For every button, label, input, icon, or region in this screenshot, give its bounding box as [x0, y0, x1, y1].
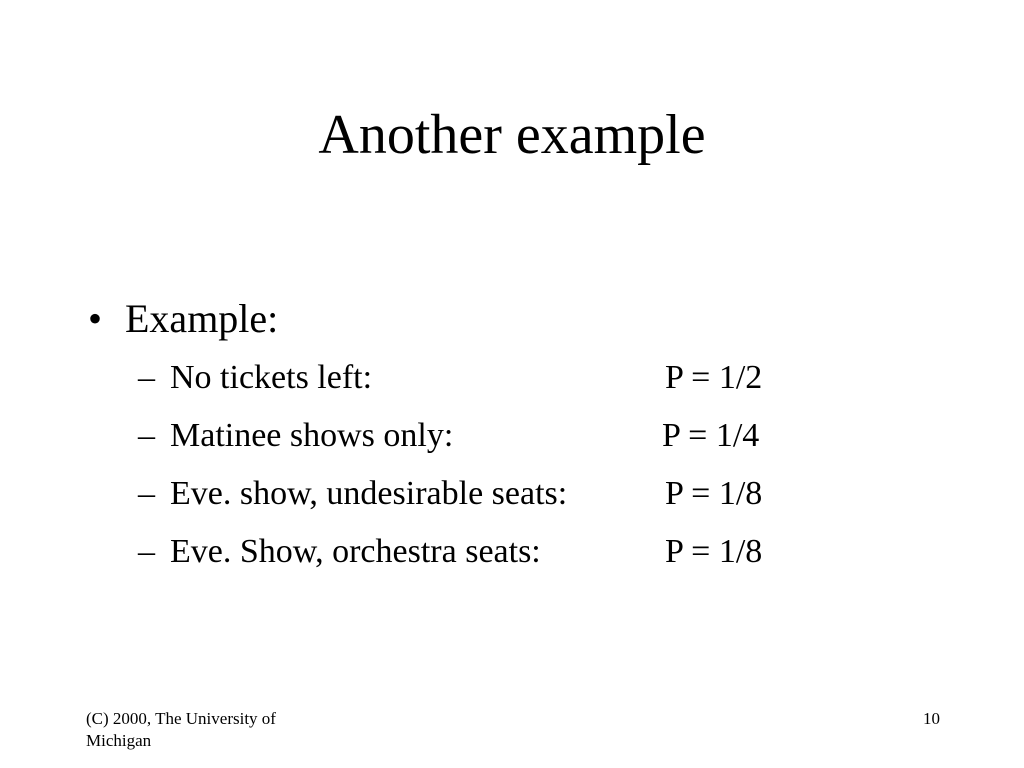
sub-item-label: No tickets left:: [170, 359, 373, 396]
sub-item-label: Matinee shows only:: [170, 417, 454, 454]
bullet-icon: •: [88, 296, 103, 341]
sub-item-eve-orchestra: [138, 532, 763, 572]
sub-item-matinee: [138, 416, 760, 456]
dash-icon: –: [138, 417, 155, 454]
dash-icon: –: [138, 359, 155, 396]
sub-item-label: Eve. show, undesirable seats:: [170, 475, 568, 512]
sub-item-probability: P = 1/8: [665, 533, 763, 570]
footer-copyright: (C) 2000, The University of Michigan: [86, 709, 276, 750]
dash-icon: –: [138, 533, 155, 570]
page-number: 10: [923, 709, 940, 728]
sub-item-probability: P = 1/2: [665, 359, 763, 396]
main-bullet: [88, 296, 278, 342]
sub-item-probability: P = 1/4: [662, 417, 760, 454]
sub-item-eve-undesirable: [138, 474, 763, 514]
dash-icon: –: [138, 475, 155, 512]
sub-item-label: Eve. Show, orchestra seats:: [170, 533, 541, 570]
sub-item-probability: P = 1/8: [665, 475, 763, 512]
sub-item-no-tickets: [138, 358, 763, 398]
main-bullet-label: Example:: [125, 296, 279, 341]
slide-title: Another example: [318, 104, 706, 166]
